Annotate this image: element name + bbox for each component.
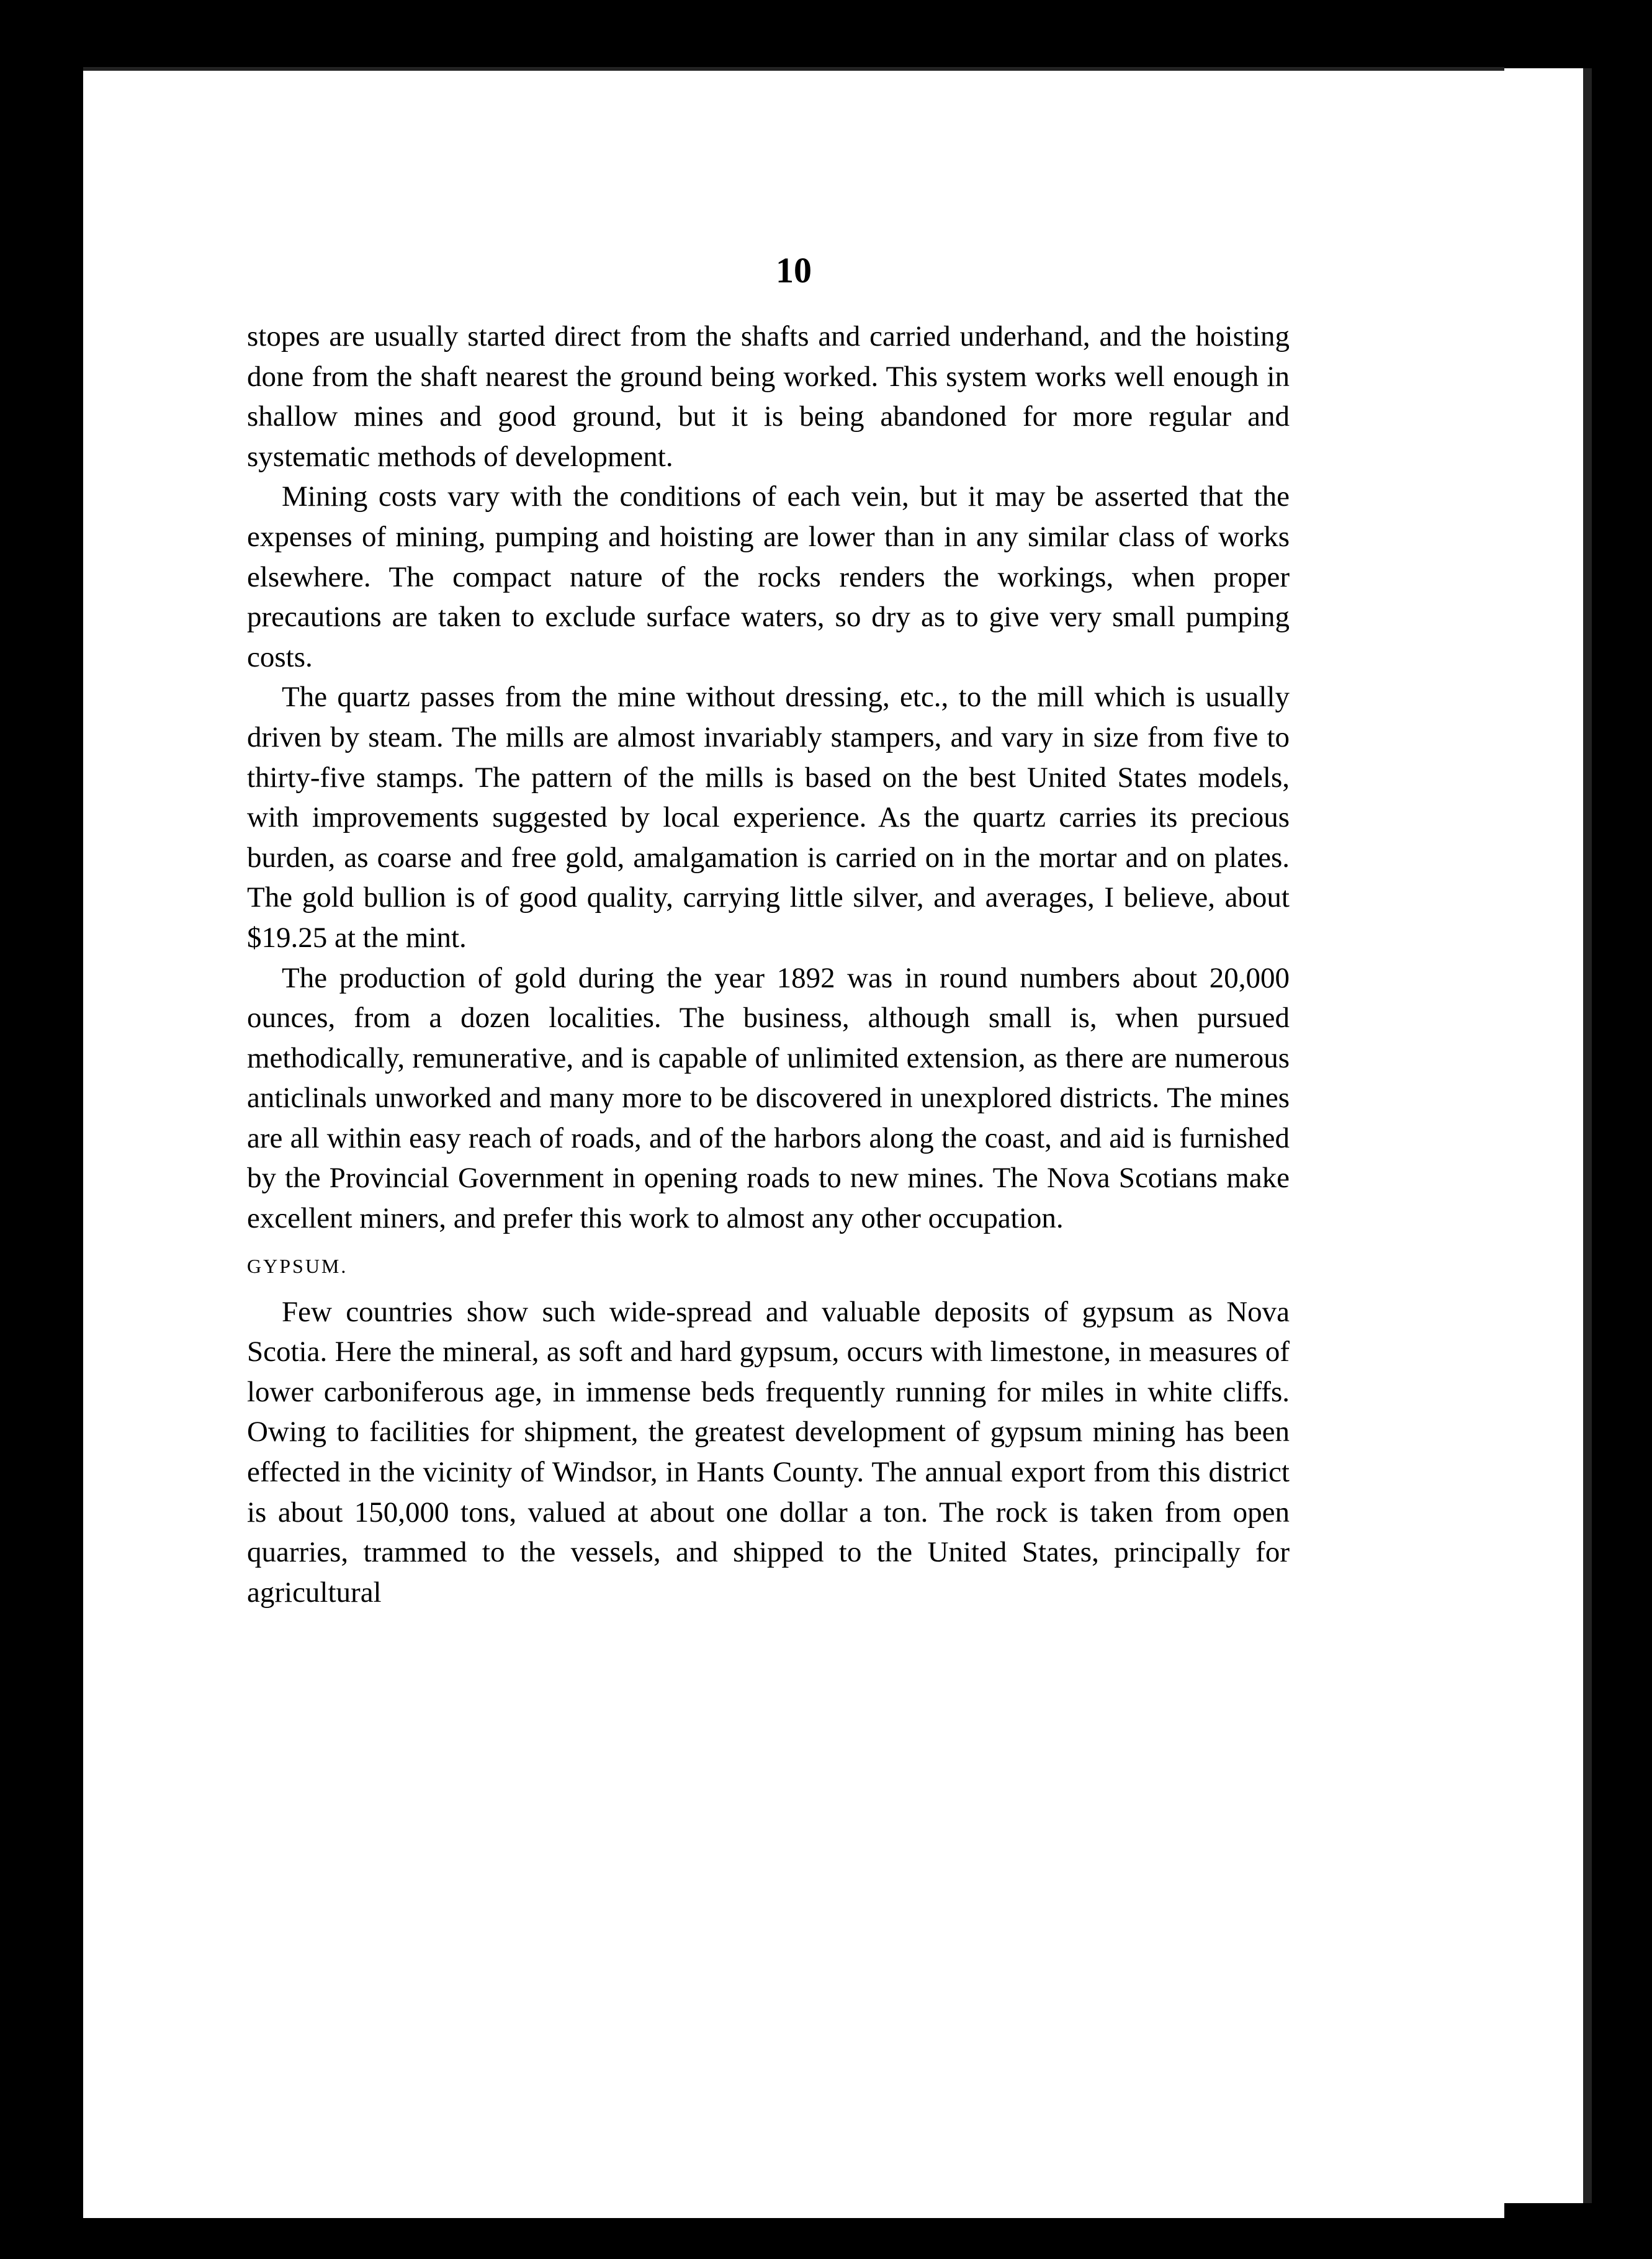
paragraph-gypsum: Few countries show such wide-spread and valuable deposits of gypsum as Nova Scotia. Here the mineral, as soft and hard gypsum, occurs with limestone, in measures of lower carboniferous age, in immense beds frequently running for miles in white cliffs. Owing to facilities for shipment, the greatest development of gypsum mining has been effected in the vicinity of Windsor, in Hants County. The annual export from this district is about 150,000 tons, valued at about one dollar a ton. The rock is taken from open quarries, trammed to the vessels, and shipped to the United States, principally for agricultural — [247, 1295, 1290, 1609]
paragraph-mining-costs: Mining costs vary with the conditions of each vein, but it may be asserted that the expenses of mining, pumping and hoisting are lower than in any similar class of works elsewhere. The compact nature of the rocks renders the workings, when proper precautions are taken to exclude surface waters, so dry as to give very small pumping costs. — [247, 480, 1290, 673]
section-heading-gypsum: GYPSUM. — [247, 1254, 348, 1277]
body-text — [247, 317, 1290, 1612]
adjacent-page-edge — [1499, 68, 1592, 2203]
page-number: 10 — [776, 250, 812, 290]
paragraph-stopes: stopes are usually started direct from the shafts and carried underhand, and the hoisting done from the shaft nearest the ground being worked. This system works well enough in shallow mines and good ground, but it is being abandoned for more regular and systematic methods of development. — [247, 320, 1290, 473]
paragraph-quartz-mills: The quartz passes from the mine without dressing, etc., to the mill which is usually driven by steam. The mills are almost invariably stampers, and vary in size from five to thirty-five stamps. The pattern of the mills is based on the best United States models, with improvements suggested by local experience. As the quartz carries its precious burden, as coarse and free gold, amalgamation is carried on in the mortar and on plates. The gold bullion is of good quality, carrying little silver, and averages, I believe, about $19.25 at the mint. — [247, 681, 1290, 954]
paragraph-gold-production: The production of gold during the year 1892 was in round numbers about 20,000 ounces, from a dozen localities. The business, although small is, when pursued methodically, remunerative, and is capable of unlimited extension, as there are numerous anticlinals unworked and many more to be discovered in unexplored districts. The mines are all within easy reach of roads, and of the harbors along the coast, and aid is furnished by the Provincial Government in opening roads to new mines. The Nova Scotians make excellent miners, and prefer this work to almost any other occupation. — [247, 961, 1290, 1235]
